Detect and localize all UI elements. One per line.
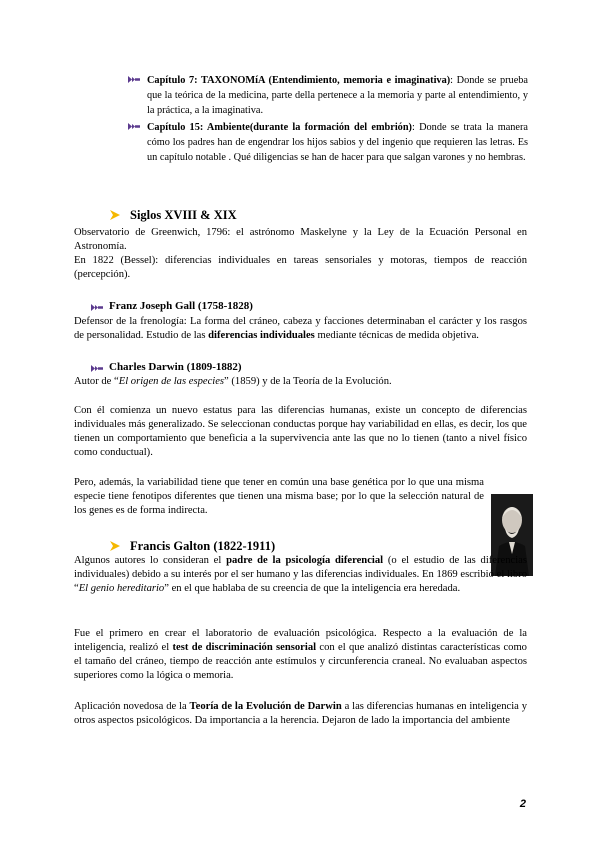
darwin-paragraph-1: Con él comienza un nuevo estatus para las diferencias humanas, existe un concepto de diferencias individuales más generalizado. Se seleccionan conductas porque hay variabilidad en ellas, es decir, los que tienen un comportamiento que beneficia a la supervivencia ante las que no lo tienen (tanto a nivel físico como conductual). [74,405,527,458]
orange-triangle-bullet-icon [110,209,120,224]
darwin-author-line: Autor de “El origen de las especies” (1859) y de la Teoría de la Evolución. [74,376,392,387]
chapter-15-title: Capítulo 15: Ambiente(durante la formación del embrión) [147,122,412,133]
chapter-15-item [128,120,528,165]
chapter-7-text: Capítulo 7: TAXONOMíA (Entendimiento, memoria e imaginativa): Donde se prueba que la teórica de la medicina, parte della pertenece a la memoria y parte al entendimiento, y la práctica, a la imaginativa. [147,75,528,116]
purple-arrow-bullet-icon [128,75,142,118]
darwin-paragraph-2: Pero, además, la variabilidad tiene que tener en común una base genética por lo que una misma especie tiene fenotipos diferentes que tienen una misma base; por lo que la selección natural de los genes es de forma indirecta. [74,477,484,516]
purple-arrow-bullet-icon [91,364,105,373]
gall-heading: Franz Joseph Gall (1758-1828) [91,299,253,313]
galton-paragraph-1: Algunos autores lo consideran el padre de la psicología diferencial (o el estudio de las diferencias individuales) debido a su interés por el ser humano y las diferencias individuales. En 1869 escribió el libro “El genio hereditario” en el que hablaba de su creencia de que la inteligencia era heredada. [74,555,527,594]
galton-paragraph-3: Aplicación novedosa de la Teoría de la Evolución de Darwin a las diferencias humanas en inteligencia y otros aspectos psicológicos. Da importancia a la herencia. Dejaron de lado la importancia del ambiente [74,701,527,726]
orange-triangle-bullet-icon [110,540,120,555]
darwin-heading: Charles Darwin (1809-1882) [91,360,242,374]
chapter-15-text: Capítulo 15: Ambiente(durante la formación del embrión): Donde se trata la manera cómo los padres han de engendrar los hijos sabios y del ingenio que requieren las letras. Es un capítulo notable . Qué diligencias se han de hacer para que salgan varones y no hembras. [147,122,529,163]
galton-heading: Francis Galton (1822-1911) [110,539,275,555]
chapter-7-item [128,73,528,118]
siglos-heading: Siglos XVIII & XIX [110,208,237,224]
purple-arrow-bullet-icon [91,303,105,312]
gall-paragraph: Defensor de la frenología: La forma del cráneo, cabeza y facciones determinaban el carácter y los rasgos de personalidad. Estudio de las diferencias individuales mediante técnicas de medida objetiva. [74,316,527,341]
page-number: 2 [519,798,526,810]
galton-paragraph-2: Fue el primero en crear el laboratorio de evaluación psicológica. Respecto a la evaluación de la inteligencia, realizó el test de discriminación sensorial con el que analizó distintas características como el tamaño del cráneo, tiempo de reacción ante estímulos y circunferencia craneal. No evaluaban aspectos superiores como la lógica o memoria. [74,628,527,681]
chapter-7-title: Capítulo 7: TAXONOMíA (Entendimiento, memoria e imaginativa) [147,75,451,86]
siglos-paragraph-1: Observatorio de Greenwich, 1796: el astrónomo Maskelyne y la Ley de la Ecuación Personal en Astronomía. [74,227,527,252]
purple-arrow-bullet-icon [128,122,142,165]
siglos-paragraph-2: En 1822 (Bessel): diferencias individuales en tareas sensoriales y motoras, tiempos de reacción (percepción). [74,255,527,280]
